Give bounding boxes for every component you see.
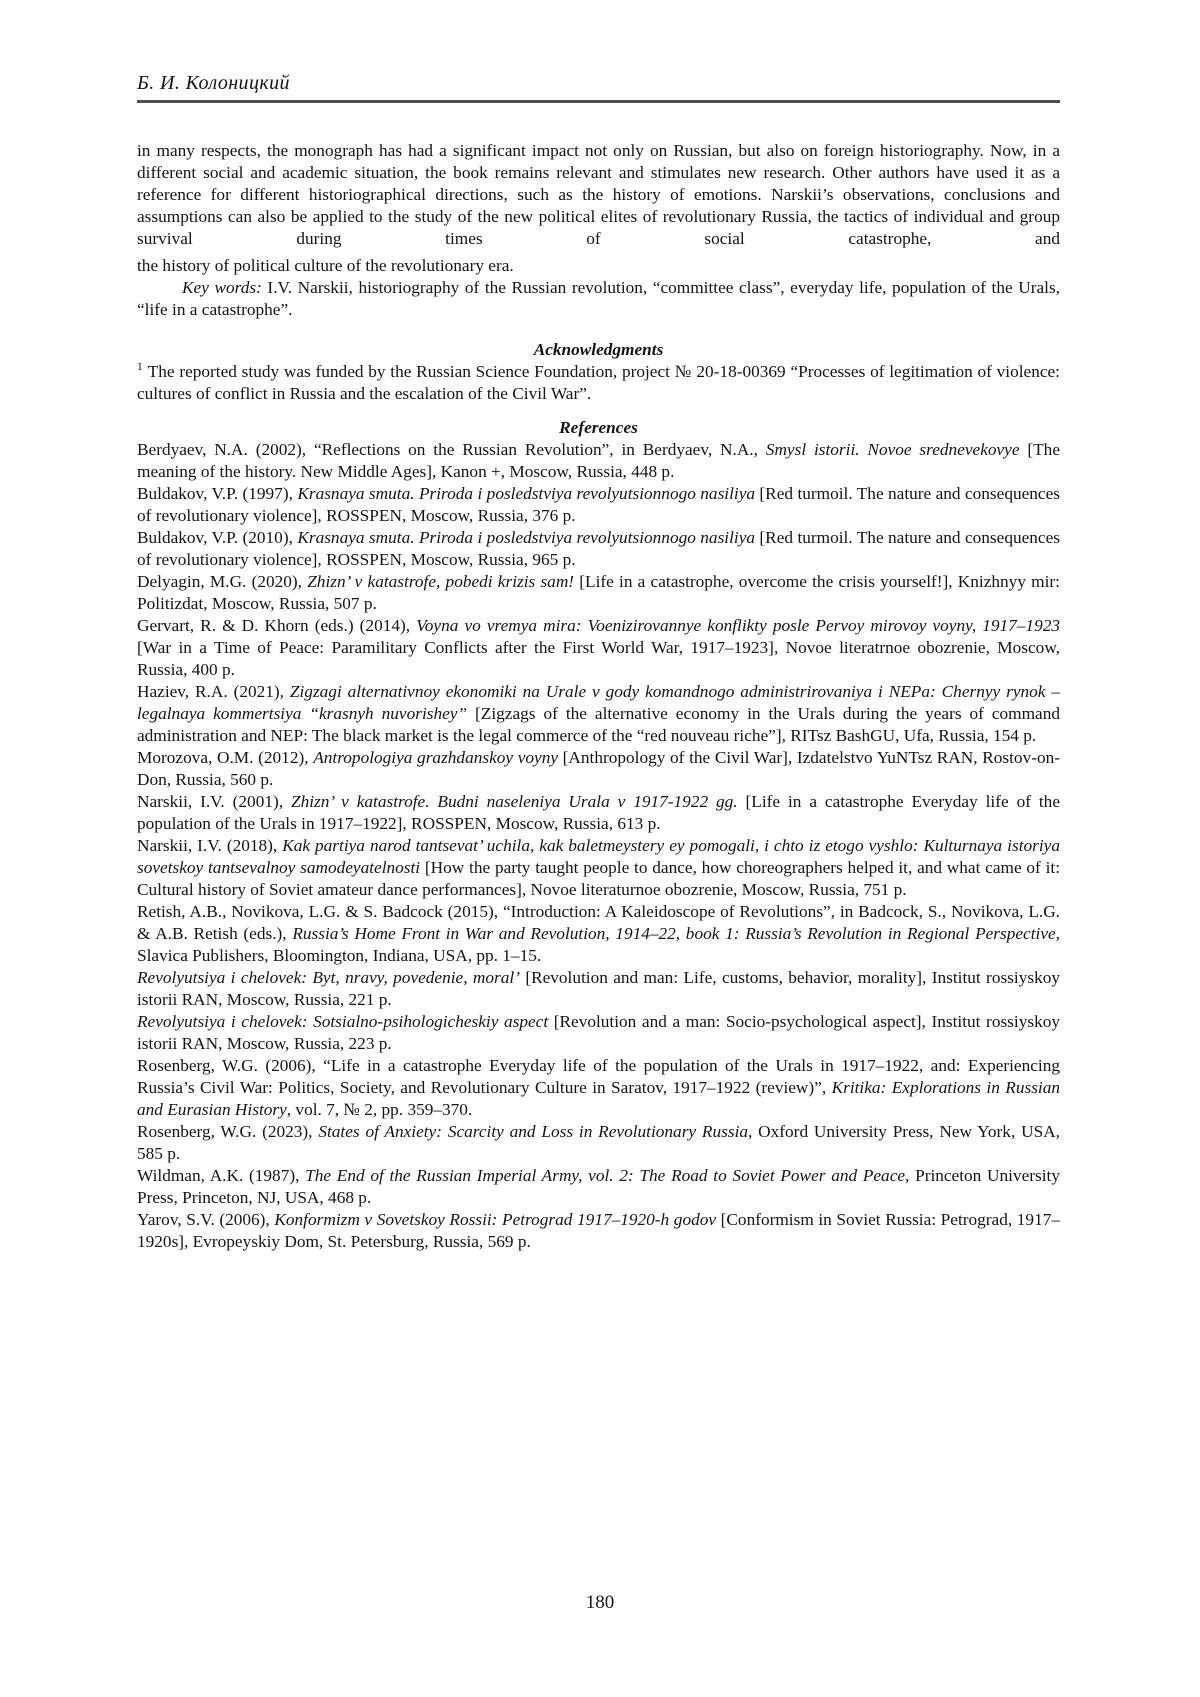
reference-title-italic: Smysl istorii. Novoe srednevekovye xyxy=(765,440,1020,459)
keywords-paragraph xyxy=(137,277,1060,321)
reference-entry xyxy=(137,901,1060,967)
reference-entry xyxy=(137,571,1060,615)
reference-text: Rosenberg, W.G. (2006), “Life in a catastrophe Everyday life of the population of the Urals in 1917–1922, and: Experiencing Russia’s Civil War: Politics, Society, and Revolutionary Culture in Saratov, 1917–1922 (review)”, xyxy=(137,1056,1060,1097)
reference-text: Morozova, O.M. (2012), xyxy=(137,748,314,767)
reference-entry xyxy=(137,681,1060,747)
acknowledgments-footnote xyxy=(137,361,1060,405)
footnote-marker: 1 xyxy=(137,361,143,374)
reference-text: Delyagin, M.G. (2020), xyxy=(137,572,308,591)
reference-entry xyxy=(137,483,1060,527)
reference-text: Narskii, I.V. (2018), xyxy=(137,836,283,855)
reference-text: [Revolution and man: Life, customs, behavior, morality], Institut rossiyskoy istorii RAN, Moscow, Russia, 221 p. xyxy=(137,968,1060,1009)
reference-text: Gervart, R. & D. Khorn (eds.) (2014), xyxy=(137,616,417,635)
reference-title-italic: Voyna vo vremya mira: Voenizirovannye konflikty posle Pervoy mirovoy voyny, 1917–1923 xyxy=(416,616,1060,635)
text-column xyxy=(137,72,1060,1253)
reference-text: Yarov, S.V. (2006), xyxy=(137,1210,275,1229)
reference-text: , Princeton University Press, Princeton, NJ, USA, 468 p. xyxy=(137,1166,1060,1207)
reference-text: [Anthropology of the Civil War], Izdatelstvo YuNTsz RAN, Rostov-on-Don, Russia, 560 p. xyxy=(137,748,1061,789)
footnote-text: The reported study was funded by the Russian Science Foundation, project № 20-18-00369 “Processes of legitimation of violence: cultures of conflict in Russia and the escalation of the Civil War”. xyxy=(137,362,1060,403)
reference-entry xyxy=(137,1055,1060,1121)
reference-title-italic: Krasnaya smuta. Priroda i posledstviya revolyutsionnogo nasiliya xyxy=(297,484,756,503)
reference-text: [Life in a catastrophe, overcome the crisis yourself!], Knizhnyy mir: Politizdat, Moscow, Russia, 507 p. xyxy=(137,572,1060,613)
reference-title-italic: Kritika: Explorations in Russian and Eurasian History xyxy=(137,1078,1060,1119)
running-header xyxy=(137,72,1060,103)
reference-text: [Life in a catastrophe Everyday life of the population of the Urals in 1917–1922], ROSSPEN, Moscow, Russia, 613 p. xyxy=(137,792,1060,833)
reference-title-italic: Krasnaya smuta. Priroda i posledstviya revolyutsionnogo nasiliya xyxy=(297,528,756,547)
reference-entry xyxy=(137,835,1060,901)
reference-text: Narskii, I.V. (2001), xyxy=(137,792,291,811)
reference-title-italic: Kak partiya narod tantsevat’ uchila, kak baletmeystery ey pomogali, i chto iz etogo vyshlo: Kulturnaya istoriya sovetskoy tantsevalnoy samodeyatelnosti xyxy=(137,836,1060,877)
reference-text: Retish, A.B., Novikova, L.G. & S. Badcock (2015), “Introduction: A Kaleidoscope of Revolutions”, in Badcock, S., Novikova, L.G. & A.B. Retish (eds.), xyxy=(137,902,1060,943)
reference-text: [Red turmoil. The nature and consequences of revolutionary violence], ROSSPEN, Moscow, Russia, 965 p. xyxy=(137,528,1060,569)
reference-entry xyxy=(137,1011,1060,1055)
reference-title-italic: Russia’s Home Front in War and Revolution, 1914–22, book 1: Russia’s Revolution in Regional Perspective xyxy=(292,924,1056,943)
reference-text: [War in a Time of Peace: Paramilitary Conflicts after the First World War, 1917–1923], Novoe literatrnoe obozrenie, Moscow, Russia, 400 p. xyxy=(137,638,1060,679)
reference-title-italic: Antropologiya grazhdanskoy voyny xyxy=(313,748,559,767)
reference-entry xyxy=(137,747,1060,791)
reference-entry xyxy=(137,615,1060,681)
reference-text: [Conformism in Soviet Russia: Petrograd, 1917–1920s], Evropeyskiy Dom, St. Petersburg, Russia, 569 p. xyxy=(137,1210,1060,1251)
reference-text: Berdyaev, N.A. (2002), “Reflections on the Russian Revolution”, in Berdyaev, N.A., xyxy=(137,440,766,459)
reference-title-italic: Revolyutsiya i chelovek: Byt, nravy, povedenie, moral’ xyxy=(137,968,520,987)
reference-entry xyxy=(137,791,1060,835)
page-number: 180 xyxy=(585,1592,615,1613)
reference-title-italic: Zigzagi alternativnoy ekonomiki na Urale v gody komandnogo administrirovaniya i NEPa: Chernyy rynok – legalnaya kommertsiya “krasnyh nuvorishey” xyxy=(137,682,1060,723)
references-list xyxy=(137,439,1060,1253)
reference-text: [Revolution and a man: Socio-psychological aspect], Institut rossiyskoy istorii RAN, Moscow, Russia, 223 p. xyxy=(137,1012,1060,1053)
reference-text: , vol. 7, № 2, pp. 359–370. xyxy=(286,1100,473,1119)
reference-title-italic: Zhizn’ v katastrofe. Budni naseleniya Urala v 1917-1922 gg. xyxy=(290,792,738,811)
reference-text: [Zigzags of the alternative economy in the Urals during the years of command administration and NEP: The black market is the legal commerce of the “red nouveau riche”], RITsz BashGU, Ufa, Russia, 154 p. xyxy=(137,704,1061,745)
reference-title-italic: States of Anxiety: Scarcity and Loss in Revolutionary Russia xyxy=(318,1122,749,1141)
reference-title-italic: Zhizn’ v katastrofe, pobedi krizis sam! xyxy=(307,572,575,591)
reference-entry xyxy=(137,527,1060,571)
reference-text: Wildman, A.K. (1987), xyxy=(137,1166,306,1185)
page-body xyxy=(137,140,1060,1253)
keywords-text: I.V. Narskii, historiography of the Russian revolution, “committee class”, everyday life, population of the Urals, “life in a catastrophe”. xyxy=(137,278,1061,319)
intro-paragraph-last-line: the history of political culture of the revolutionary era. xyxy=(137,256,514,275)
reference-title-italic: Revolyutsiya i chelovek: Sotsialno-psihologicheskiy aspect xyxy=(137,1012,549,1031)
reference-text: Buldakov, V.P. (1997), xyxy=(137,484,298,503)
keywords-label: Key words: xyxy=(182,278,262,297)
reference-title-italic: Konformizm v Sovetskoy Rossii: Petrograd 1917–1920-h godov xyxy=(274,1210,717,1229)
references-heading: References xyxy=(559,418,638,437)
reference-text: , Slavica Publishers, Bloomington, Indiana, USA, pp. 1–15. xyxy=(137,924,1060,965)
acknowledgments-heading: Acknowledgments xyxy=(533,340,664,359)
reference-entry xyxy=(137,1209,1060,1253)
reference-entry xyxy=(137,967,1060,1011)
reference-title-italic: The End of the Russian Imperial Army, vol. 2: The Road to Soviet Power and Peace xyxy=(305,1166,906,1185)
reference-text: Buldakov, V.P. (2010), xyxy=(137,528,298,547)
author-name: Б. И. Колоницкий xyxy=(137,72,290,94)
reference-entry xyxy=(137,1165,1060,1209)
reference-text: [Red turmoil. The nature and consequences of revolutionary violence], ROSSPEN, Moscow, Russia, 376 p. xyxy=(137,484,1060,525)
reference-text: , Oxford University Press, New York, USA, 585 p. xyxy=(137,1122,1060,1163)
reference-text: [How the party taught people to dance, how choreographers helped it, and what came of it: Cultural history of Soviet amateur dance performances], Novoe literaturnoe obozrenie, Moscow, Russia, 751 p. xyxy=(137,858,1060,899)
reference-entry xyxy=(137,1121,1060,1165)
reference-text: [The meaning of the history. New Middle Ages], Kanon +, Moscow, Russia, 448 p. xyxy=(137,440,1060,481)
reference-text: Haziev, R.A. (2021), xyxy=(137,682,290,701)
reference-text: Rosenberg, W.G. (2023), xyxy=(137,1122,319,1141)
reference-entry xyxy=(137,439,1060,483)
intro-paragraph: in many respects, the monograph has had a significant impact not only on Russian, but also on foreign historiography. Now, in a different social and academic situation, the book remains relevant and stimulates new research. Other authors have used it as a reference for different historiographical directions, such as the history of emotions. Narskii’s observations, conclusions and assumptions can also be applied to the study of the new political elites of revolutionary Russia, the tactics of individual and group survival during times of social catastrophe, and xyxy=(137,141,1060,248)
